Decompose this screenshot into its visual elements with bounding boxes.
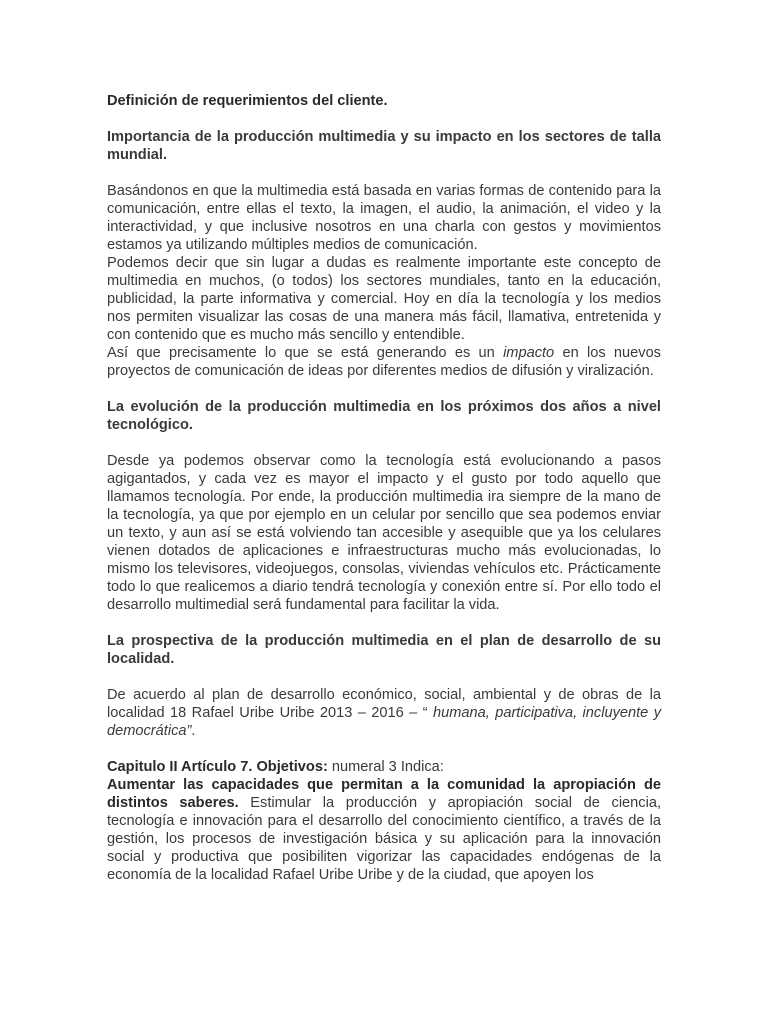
paragraph-multimedia-importance: Podemos decir que sin lugar a dudas es realmente importante este concepto de multimedia en muchos, (o todos) los sectores mundiales, tanto en la educación, publicidad, la parte informativa y comercial. Hoy en día la tecnología y los medios nos permiten visualizar las cosas de una manera más fácil, llamativa, entretenida y con contenido que es mucho más sencillo y entendible. [107,255,661,343]
section-heading-prospective: La prospectiva de la producción multimedia en el plan de desarrollo de su localidad. [107,633,661,667]
chapter-article-rest: numeral 3 Indica: [327,759,444,775]
impact-italic-word: impacto [503,345,555,361]
document-title: Definición de requerimientos del cliente. [107,93,388,109]
paragraph-chapter-article [107,758,661,776]
plan-text-after: . [191,723,196,739]
objective-rest: Estimular la producción y apropiación social de ciencia, tecnología e innovación para el desarrollo del conocimiento científico, a través de la gestión, los procesos de investigación básica y su aplicación para la innovación social y productiva que posibiliten vigorizar las capacidades endógenas de la economía de la localidad Rafael Uribe Uribe y de la ciudad, que apoyen los [107,795,662,883]
paragraph-impact [107,344,661,380]
impact-text-before: Así que precisamente lo que se está generando es un [107,345,504,361]
document-page [107,92,661,884]
plan-text-before: De acuerdo al plan de desarrollo económico, social, ambiental y de obras de la localidad 18 Rafael Uribe Uribe 2013 – 2016 – “ [107,687,661,721]
plan-italic-motto: humana, participativa, incluyente y democrática” [107,705,661,739]
chapter-article-bold: Capitulo II Artículo 7. Objetivos: [107,759,328,775]
paragraph-evolution: Desde ya podemos observar como la tecnología está evolucionando a pasos agigantados, y cada vez es mayor el impacto y el gusto por todo aquello que llamamos tecnología. Por ende, la producción multimedia ira siempre de la mano de la tecnología, ya que por ejemplo en un celular por sencillo que sea podemos enviar un texto, y aun así se está volviendo tan accesible y asequible que ya los celulares vienen dotados de aplicaciones e infraestructuras mucho más evolucionadas, lo mismo los televisores, videojuegos, consolas, viviendas vehículos etc. Prácticamente todo lo que realicemos a diario tendrá tecnología y conexión entre sí. Por ello todo el desarrollo multimedial será fundamental para facilitar la vida. [107,453,661,613]
paragraph-objective-3 [107,776,661,884]
paragraph-development-plan [107,686,661,740]
objective-bold: Aumentar las capacidades que permitan a la comunidad la apropiación de distintos saberes. [107,777,661,811]
section-heading-importance: Importancia de la producción multimedia y su impacto en los sectores de talla mundial. [107,129,661,163]
impact-text-after: en los nuevos proyectos de comunicación de ideas por diferentes medios de difusión y viralización. [107,345,661,379]
section-heading-evolution: La evolución de la producción multimedia en los próximos dos años a nivel tecnológico. [107,399,661,433]
paragraph-multimedia-basis: Basándonos en que la multimedia está basada en varias formas de contenido para la comunicación, entre ellas el texto, la imagen, el audio, la animación, el video y la interactividad, y que inclusive nosotros en una charla con gestos y movimientos estamos ya utilizando múltiples medios de comunicación. [107,183,661,253]
